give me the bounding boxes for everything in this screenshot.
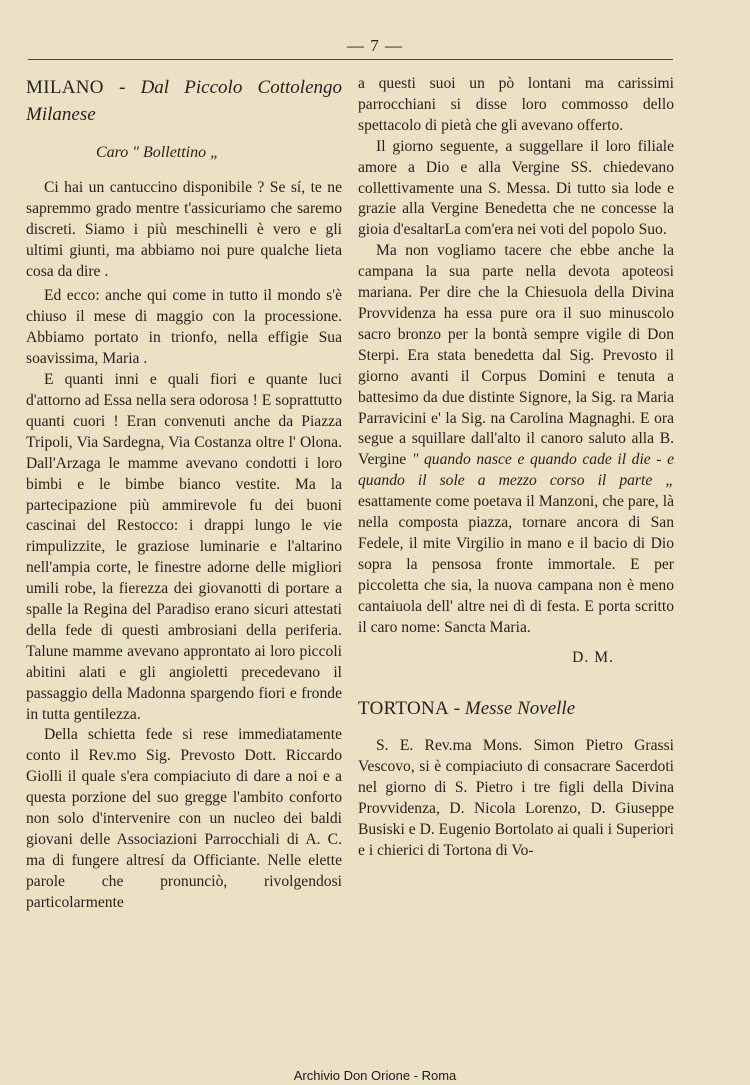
paragraph: S. E. Rev.ma Mons. Simon Pietro Grassi Vescovo, si è compiaciuto di consacrare Sacerdoti nel giorno di S. Pietro i tre figli della Divina Provvidenza, D. Nicola Lorenzo, D. Giuseppe Busiski e D. Eugenio Bortolato ai quali i Superiori e i chierici di Tortona di Vo- (358, 737, 674, 859)
paragraph: Ed ecco: anche qui come in tutto il mondo s'è chiuso il mese di maggio con la processione. Abbiamo portato in trionfo, nella effigie Sua soavissima, Maria . (26, 287, 342, 368)
paragraph: Il giorno seguente, a suggellare il loro filiale amore a Dio e alla Vergine SS. chiedevano collettivamente una S. Messa. Di tutto sia lode e grazie alla Vergine Benedetta che ne concesse la gioia d'esaltarLa com'era nei voti del popolo Suo. (358, 137, 674, 239)
paragraph-text: esattamente come poetava il Manzoni, che pare, là nella composta piazza, tornare ancora di San Fedele, il mite Virgilio in mano e il bacio di Dio sopra la pensosa fronte immortale. E per piccoletta che sia, la nuova campana non è meno cantaiuola dell' altre nei dì di festa. E porta scritto il caro nome: Sancta Maria. (358, 493, 674, 636)
left-column (26, 74, 342, 914)
paragraph: E quanti inni e quali fiori e quante luci d'attorno ad Essa nella sera odorosa ! E soprattutto quanti cuori ! Eran convenuti anche da Piazza Tripoli, Via Sardegna, Via Costanza oltre l' Olona. Dall'Arzaga le mamme avevano condotti i loro bimbi e le bimbe bianco vestite. Ma la partecipazione più ammirevole fu dei buoni cascinai del Restocco: i drappi lungo le vie rimpulizzite, le graziose luminarie e l'altarino nell'ampia corte, le finestre adorne delle migliori umili robe, la fierezza dei giovanotti di portare a spalle la Regina del Paradiso erano sicuri attestati della fede di questi ambrosiani della periferia. Talune mamme avevano approntato ai loro piccoli abitini alati e gli angioletti precedevano il passaggio della Madonna spargendo fiori e fronde in tutta gentilezza. (26, 371, 342, 723)
manzoni-quote: " quando nasce e quando cade il die - e quando il sole a mezzo corso il parte „ (358, 451, 675, 490)
paragraph: Ci hai un cantuccino disponibile ? Se sí, te ne sapremmo grado mentre t'assicuriamo che saremo discreti. Siamo i più meschinelli è vero e gli ultimi giunti, ma abbiamo noi pure qualche lieta cosa da dire . (26, 178, 342, 280)
paragraph-text: Ma non vogliamo tacere che ebbe anche la campana la sua parte nella devota apoteosi mariana. Per dire che la Chiesuola della Divina Provvidenza ha essa pure ora il suo minuscolo sacro bronzo per la bontà sempre vigile di Don Sterpi. Era stata benedetta dal Sig. Prevosto il giorno avanti il Corpus Domini e tenuta a battesimo da due distinte Signore, la Sig. ra Maria Parravicini e' la Sig. na Carolina Magnaghi. E ora segue a squillare dall'alto il canoro saluto alla B. Vergine (358, 242, 674, 469)
section-heading-tortona (358, 695, 674, 722)
right-column (358, 74, 674, 862)
paragraph (358, 241, 674, 638)
page-number: — 7 — (347, 36, 403, 55)
paragraph: a questi suoi un pò lontani ma carissimi parrocchiani si disse loro commosso dello spettacolo di pietà che gli avevano offerto. (358, 75, 674, 134)
signature: D. M. (572, 649, 614, 667)
heading-place: TORTONA (358, 698, 450, 720)
paragraph: Della schietta fede si rese immediatamente conto il Rev.mo Sig. Prevosto Dott. Riccardo Giolli il quale s'era compiaciuto di dare a noi e a questa porzione del suo gregge l'ambito conforto non solo d'intervenire con un nucleo dei baldi giovani delle Associazioni Parrocchiali di A. C. ma di fungere altresí da Officiante. Nelle elette parole che pronunciò, rivolgendosi particolarmente (26, 726, 342, 911)
heading-separator: - (103, 77, 141, 98)
header-rule (28, 59, 673, 60)
archive-footer-label: Archivio Don Orione - Roma (293, 1068, 457, 1083)
heading-place: MILANO (26, 77, 104, 98)
greeting-line: Caro " Bollettino „ (96, 144, 220, 161)
heading-separator: - (449, 698, 465, 720)
section-heading-milano (26, 74, 342, 128)
heading-subtitle: Dal Piccolo Cottolengo Milanese (26, 77, 342, 125)
heading-subtitle: Messe Novelle (464, 698, 576, 720)
